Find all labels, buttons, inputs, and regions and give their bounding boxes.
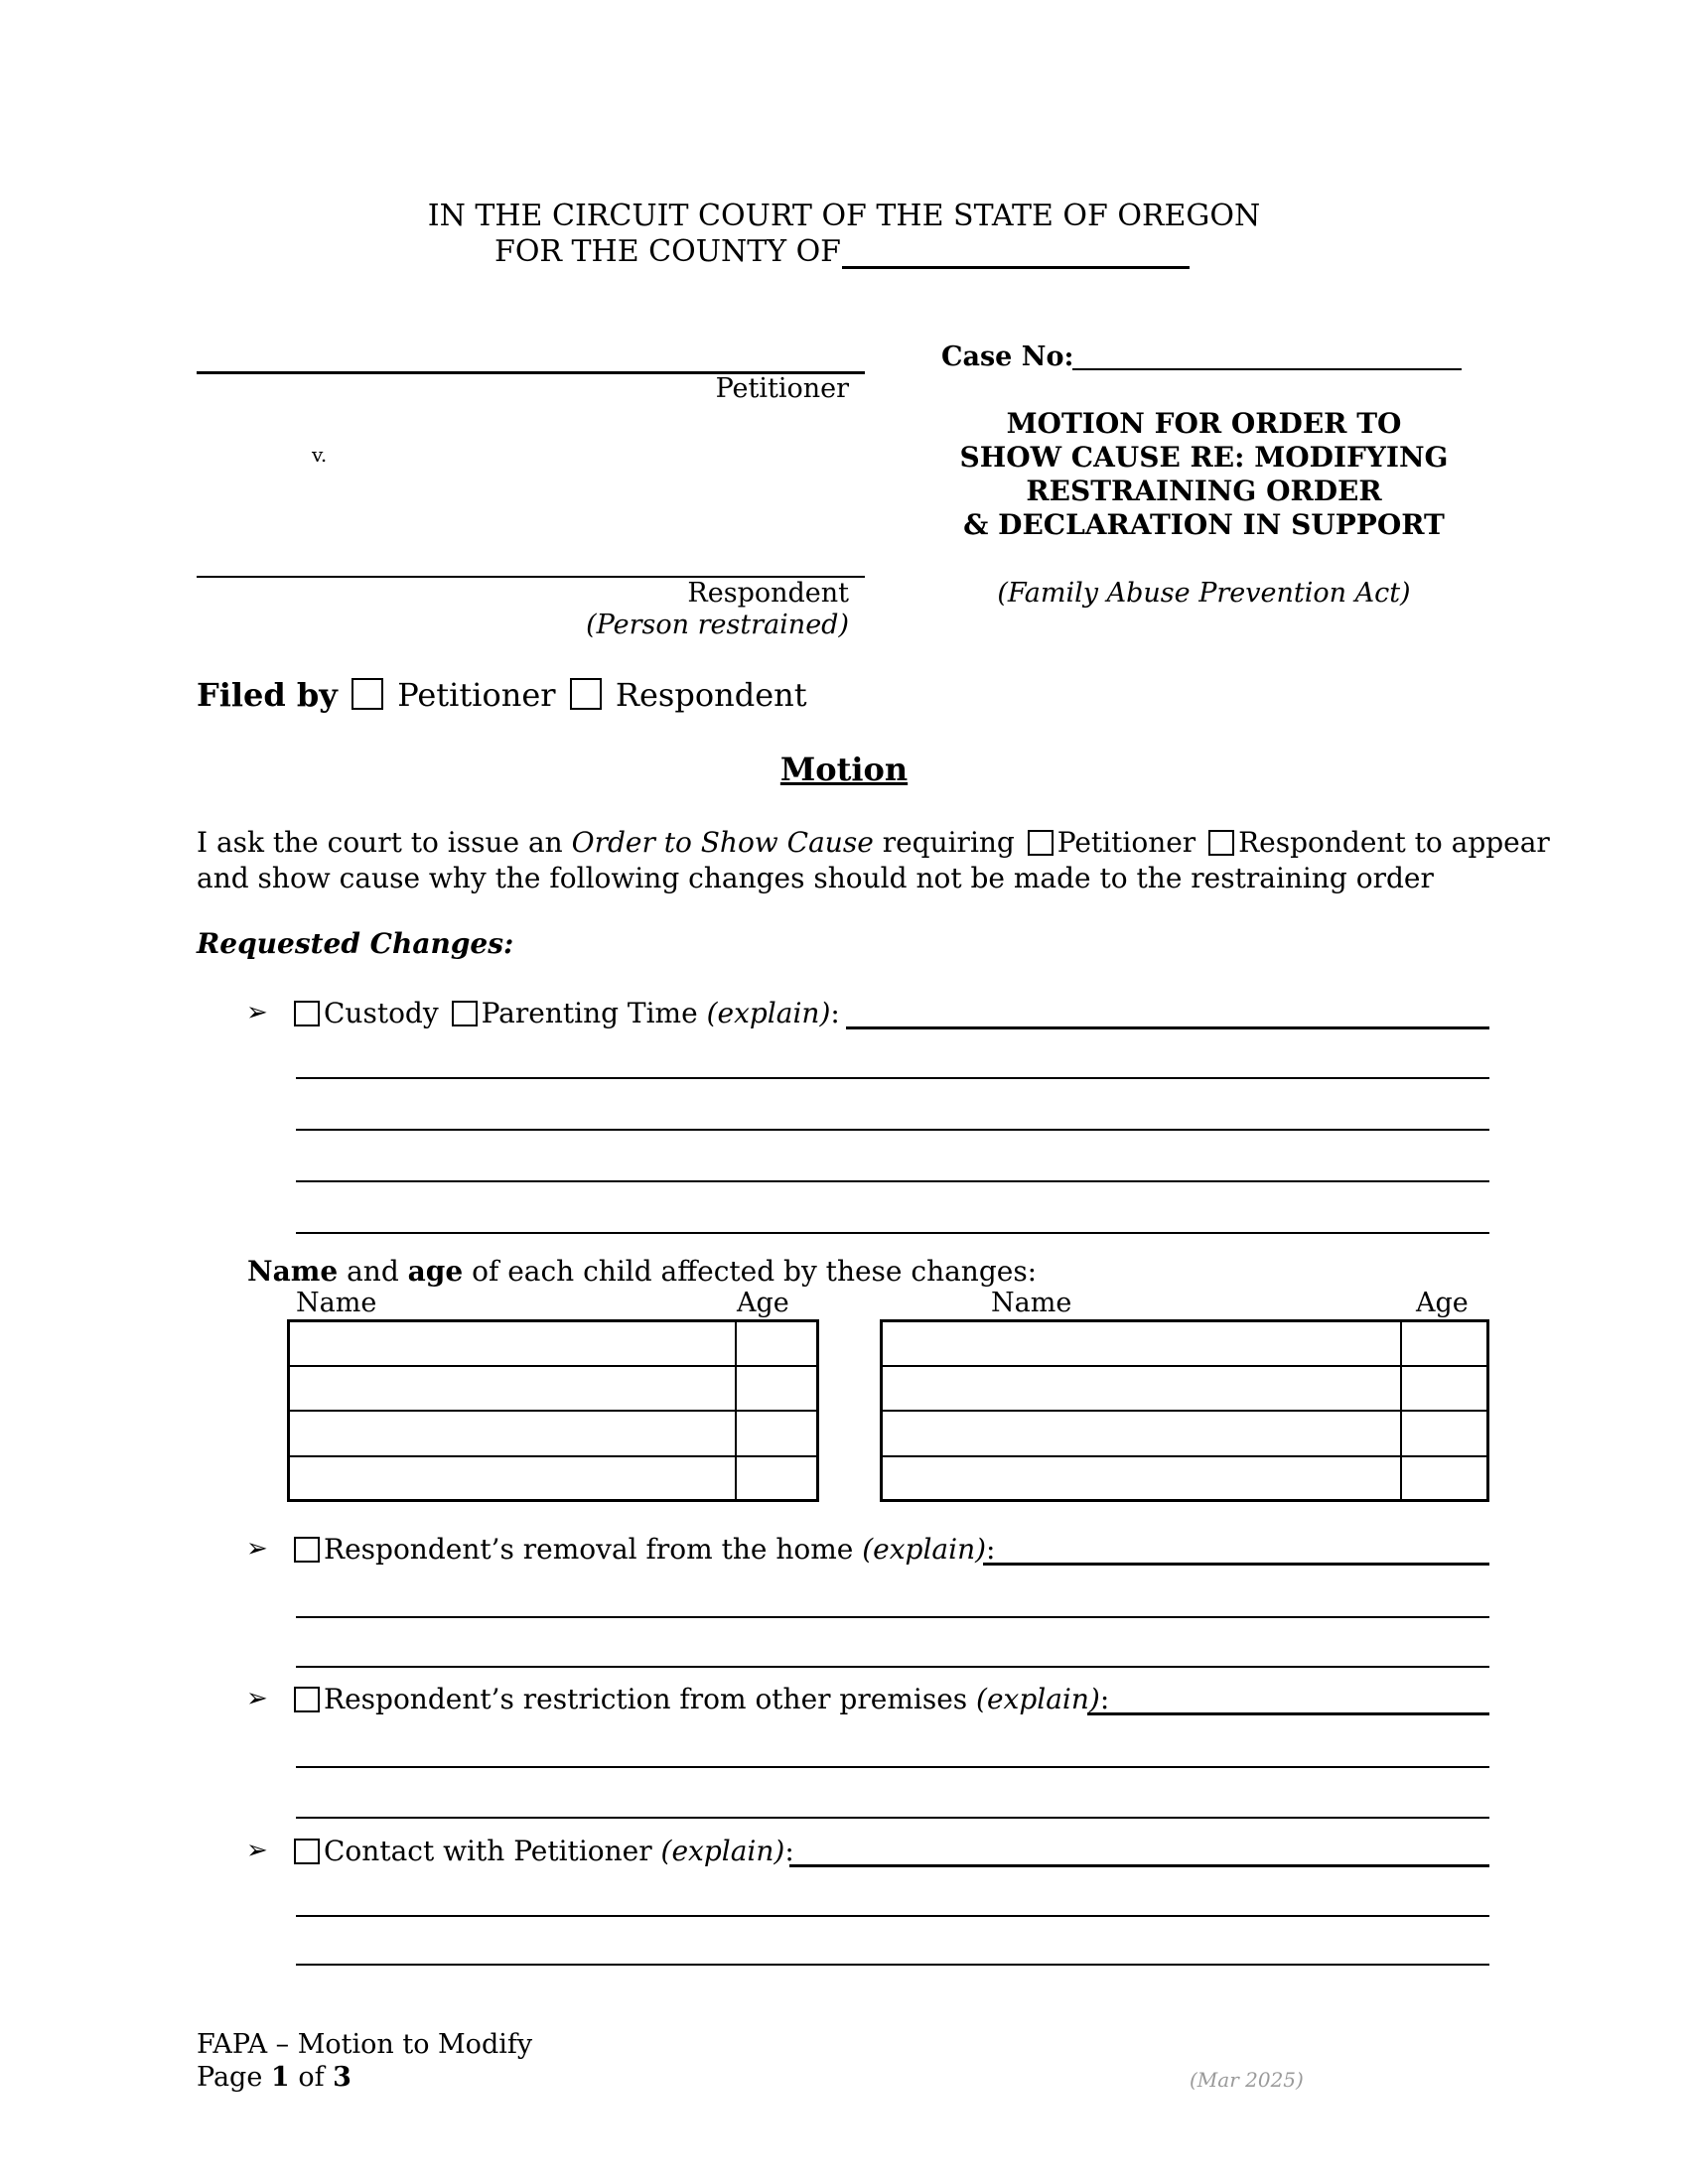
children-caption-name: Name <box>247 1255 339 1288</box>
premises-explain-label: (explain) <box>976 1683 1100 1715</box>
children-table-right-name-header: Name <box>991 1288 1072 1318</box>
bullet-arrow-icon: ➢ <box>246 1836 268 1865</box>
children-caption-age: age <box>407 1255 464 1288</box>
item-premises-row <box>294 1683 1109 1716</box>
footer-page-word: Page <box>197 2062 263 2093</box>
table-row <box>883 1365 1486 1367</box>
filed-by-petitioner-checkbox[interactable] <box>352 678 383 710</box>
footer-page-total: 3 <box>333 2062 352 2093</box>
county-field[interactable] <box>842 266 1190 269</box>
custody-label: Custody <box>324 997 439 1029</box>
case-no-label: Case No: <box>941 341 1074 372</box>
premises-explain-field-1[interactable] <box>1087 1712 1489 1715</box>
custody-explain-field-1[interactable] <box>846 1026 1489 1029</box>
children-caption <box>247 1255 1037 1289</box>
bullet-arrow-icon: ➢ <box>246 1684 268 1713</box>
requested-changes-heading: Requested Changes: <box>197 927 514 960</box>
motion-petitioner-label: Petitioner <box>1056 826 1196 859</box>
footer-date: (Mar 2025) <box>1190 2068 1304 2092</box>
removal-explain-field-2[interactable] <box>296 1616 1489 1618</box>
filed-by-label: Filed by <box>197 676 338 714</box>
removal-explain-label: (explain) <box>862 1533 987 1566</box>
item-contact-row <box>294 1835 794 1868</box>
respondent-label: Respondent <box>687 578 849 609</box>
table-row <box>290 1455 816 1457</box>
footer-of-word: of <box>298 2062 325 2093</box>
motion-respondent-label: Respondent to appear <box>1238 826 1550 859</box>
bullet-arrow-icon: ➢ <box>246 1534 268 1564</box>
children-table-right <box>880 1319 1489 1502</box>
premises-explain-field-3[interactable] <box>296 1817 1489 1819</box>
removal-explain-field-1[interactable] <box>983 1563 1489 1566</box>
footer-form-name: FAPA – Motion to Modify <box>197 2029 533 2060</box>
children-table-right-age-header: Age <box>1416 1288 1469 1318</box>
custody-explain-field-3[interactable] <box>296 1129 1489 1131</box>
filed-by-petitioner-label: Petitioner <box>397 676 556 714</box>
versus-label: v. <box>312 443 328 467</box>
footer-page-number <box>197 2062 352 2094</box>
motion-text-line-1 <box>197 826 1550 860</box>
parenting-time-label: Parenting Time <box>481 997 698 1029</box>
custody-explain-label: (explain) <box>706 997 831 1029</box>
footer-page-num: 1 <box>270 2062 290 2093</box>
removal-explain-field-3[interactable] <box>296 1666 1489 1668</box>
custody-checkbox[interactable] <box>294 1001 320 1026</box>
item-custody-row <box>294 997 840 1030</box>
form-title-line-2: SHOW CAUSE RE: MODIFYING <box>959 441 1449 474</box>
custody-explain-field-5[interactable] <box>296 1232 1489 1234</box>
table-row <box>290 1365 816 1367</box>
motion-heading: Motion <box>779 751 909 788</box>
form-title-line-3: RESTRAINING ORDER <box>1026 475 1382 507</box>
contact-explain-label: (explain) <box>660 1835 785 1867</box>
form-title <box>933 407 1475 542</box>
filed-by-row <box>197 675 807 715</box>
motion-text-mid: requiring <box>882 826 1015 859</box>
motion-respondent-checkbox[interactable] <box>1208 830 1234 856</box>
children-caption-and: and <box>347 1255 399 1288</box>
filed-by-respondent-checkbox[interactable] <box>570 678 602 710</box>
contact-label: Contact with Petitioner <box>324 1835 652 1867</box>
bullet-arrow-icon: ➢ <box>246 998 268 1027</box>
premises-checkbox[interactable] <box>294 1687 320 1712</box>
children-table-left-age-header: Age <box>737 1288 789 1318</box>
removal-label: Respondent’s removal from the home <box>324 1533 854 1566</box>
premises-label: Respondent’s restriction from other premises <box>324 1683 968 1715</box>
contact-colon: : <box>784 1835 794 1867</box>
petitioner-label: Petitioner <box>715 373 849 404</box>
case-no-field[interactable] <box>1072 368 1462 370</box>
table-row <box>883 1410 1486 1412</box>
custody-explain-field-2[interactable] <box>296 1077 1489 1079</box>
premises-explain-field-2[interactable] <box>296 1766 1489 1768</box>
children-table-left-name-header: Name <box>296 1288 377 1318</box>
parenting-time-checkbox[interactable] <box>452 1001 478 1026</box>
custody-explain-field-4[interactable] <box>296 1180 1489 1182</box>
table-row <box>883 1455 1486 1457</box>
children-table-left <box>287 1319 819 1502</box>
removal-checkbox[interactable] <box>294 1537 320 1563</box>
contact-explain-field-3[interactable] <box>296 1964 1489 1966</box>
motion-text-italic: Order to Show Cause <box>571 826 874 859</box>
table-column-divider <box>1400 1322 1402 1499</box>
contact-explain-field-2[interactable] <box>296 1915 1489 1917</box>
removal-colon: : <box>986 1533 996 1566</box>
form-title-line-4: & DECLARATION IN SUPPORT <box>963 508 1445 541</box>
children-caption-rest: of each child affected by these changes: <box>472 1255 1038 1288</box>
court-header <box>0 199 1688 234</box>
form-title-line-1: MOTION FOR ORDER TO <box>1006 407 1402 440</box>
motion-text-line-2: and show cause why the following changes should not be made to the restraining order <box>197 862 1434 894</box>
custody-colon: : <box>830 997 840 1029</box>
motion-petitioner-checkbox[interactable] <box>1028 830 1054 856</box>
respondent-sublabel: (Person restrained) <box>586 610 849 640</box>
county-label: FOR THE COUNTY OF <box>494 234 841 269</box>
court-line-1: IN THE CIRCUIT COURT OF THE STATE OF OREGON <box>427 199 1261 233</box>
premises-colon: : <box>1099 1683 1110 1715</box>
table-column-divider <box>735 1322 737 1499</box>
act-label: (Family Abuse Prevention Act) <box>997 578 1411 609</box>
contact-checkbox[interactable] <box>294 1839 320 1864</box>
item-removal-row <box>294 1533 995 1567</box>
filed-by-respondent-label: Respondent <box>615 676 807 714</box>
contact-explain-field-1[interactable] <box>789 1864 1489 1867</box>
motion-text-pre: I ask the court to issue an <box>197 826 563 859</box>
table-row <box>290 1410 816 1412</box>
